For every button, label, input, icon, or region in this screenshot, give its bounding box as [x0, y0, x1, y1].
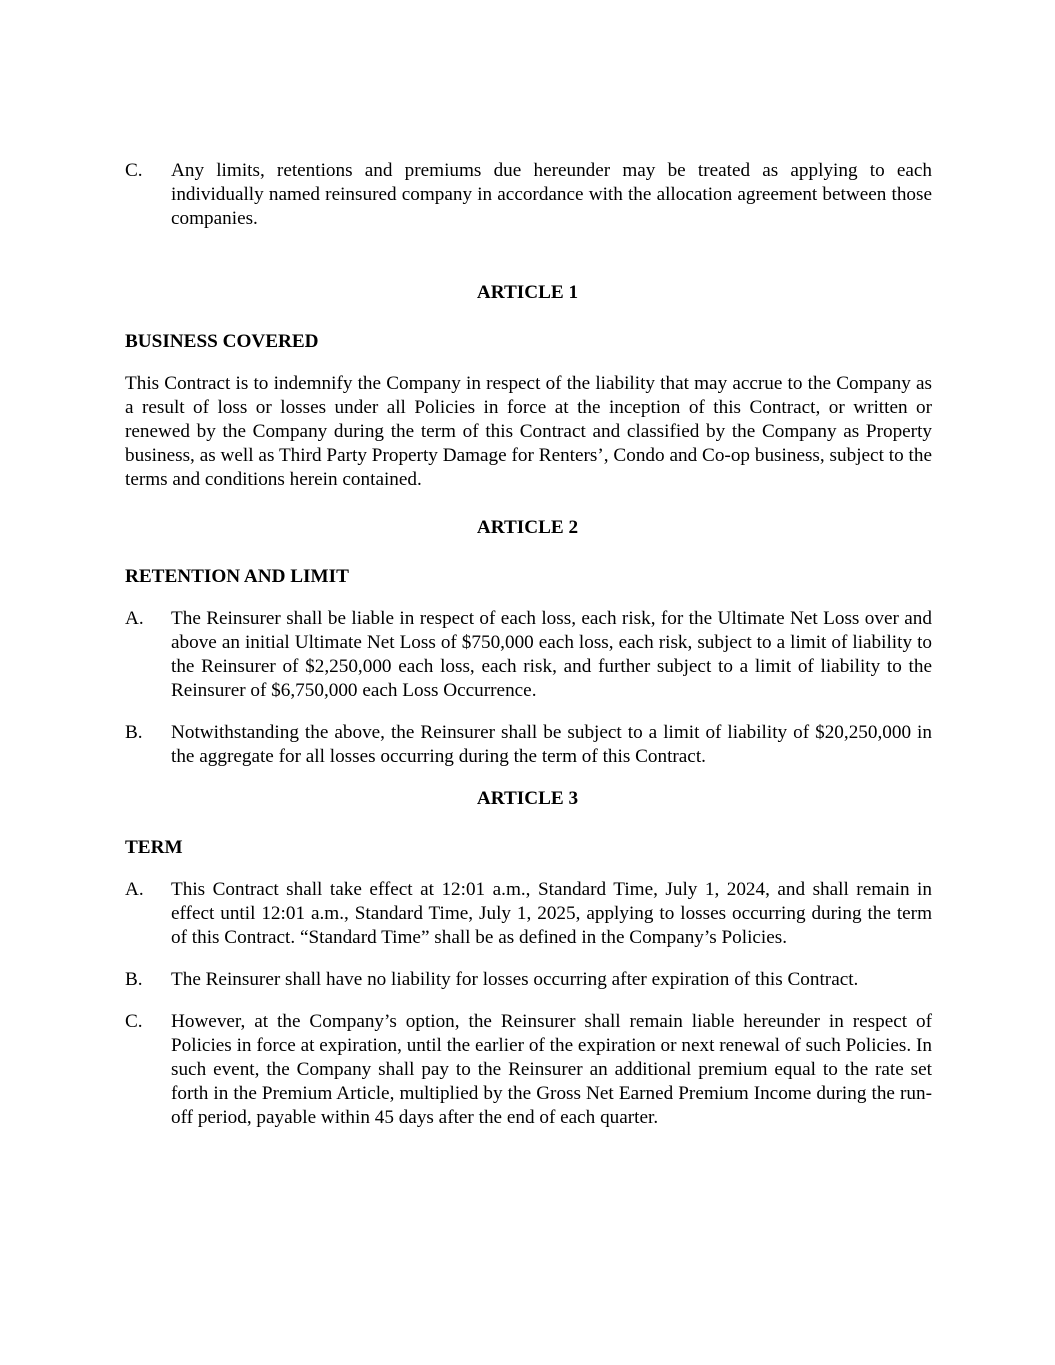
- article-3-item-a: [125, 878, 932, 950]
- intro-item-letter: C.: [125, 160, 143, 181]
- article-2-item-b-text: Notwithstanding the above, the Reinsurer shall be subject to a limit of liability of $20,250,000 in the aggregate for all losses occurring during the term of this Contract.: [171, 722, 932, 767]
- intro-item-text: Any limits, retentions and premiums due hereunder may be treated as applying to each individually named reinsured company in accordance with the allocation agreement between those companies.: [171, 160, 932, 229]
- article-1-paragraph: This Contract is to indemnify the Company in respect of the liability that may accrue to the Company as a result of loss or losses under all Policies in force at the inception of this Contract, or written or renewed by the Company during the term of this Contract and classified by the Company as Property business, as well as Third Party Property Damage for Renters’, Condo and Co-op business, subject to the terms and conditions herein contained.: [125, 373, 932, 490]
- article-3-item-c-letter: C.: [125, 1011, 143, 1032]
- article-3-item-b-letter: B.: [125, 969, 143, 990]
- article-2-item-b: [125, 721, 932, 769]
- article-3-title: ARTICLE 3: [476, 788, 579, 809]
- article-3-item-b-text: The Reinsurer shall have no liability for losses occurring after expiration of this Contract.: [171, 969, 859, 990]
- article-3-item-c-text: However, at the Company’s option, the Reinsurer shall remain liable hereunder in respect of Policies in force at expiration, until the earlier of the expiration or next renewal of such Policies. In such event, the Company shall pay to the Reinsurer an additional premium equal to the rate set forth in the Premium Article, multiplied by the Gross Net Earned Premium Income during the run-off period, payable within 45 days after the end of each quarter.: [171, 1011, 932, 1128]
- article-2-item-b-letter: B.: [125, 722, 143, 743]
- article-2-heading: RETENTION AND LIMIT: [125, 566, 349, 587]
- article-2-item-a: [125, 607, 932, 703]
- article-3-item-c: [125, 1010, 932, 1130]
- intro-item-c: [125, 159, 932, 231]
- article-3-heading: TERM: [125, 837, 183, 858]
- article-3-item-b: [125, 968, 932, 992]
- article-1-title: ARTICLE 1: [476, 282, 579, 303]
- article-2-item-a-letter: A.: [125, 608, 144, 629]
- article-2-item-a-text: The Reinsurer shall be liable in respect of each loss, each risk, for the Ultimate Net Loss over and above an initial Ultimate Net Loss of $750,000 each loss, each risk, subject to a limit of liability to the Reinsurer of $2,250,000 each loss, each risk, and further subject to a limit of liability to the Reinsurer of $6,750,000 each Loss Occurrence.: [171, 608, 932, 701]
- article-2-title: ARTICLE 2: [476, 517, 579, 538]
- article-3-item-a-letter: A.: [125, 879, 144, 900]
- article-3-item-a-text: This Contract shall take effect at 12:01 a.m., Standard Time, July 1, 2024, and shall remain in effect until 12:01 a.m., Standard Time, July 1, 2025, applying to losses occurring during the term of this Contract. “Standard Time” shall be as defined in the Company’s Policies.: [171, 879, 932, 948]
- article-1-heading: BUSINESS COVERED: [125, 331, 319, 352]
